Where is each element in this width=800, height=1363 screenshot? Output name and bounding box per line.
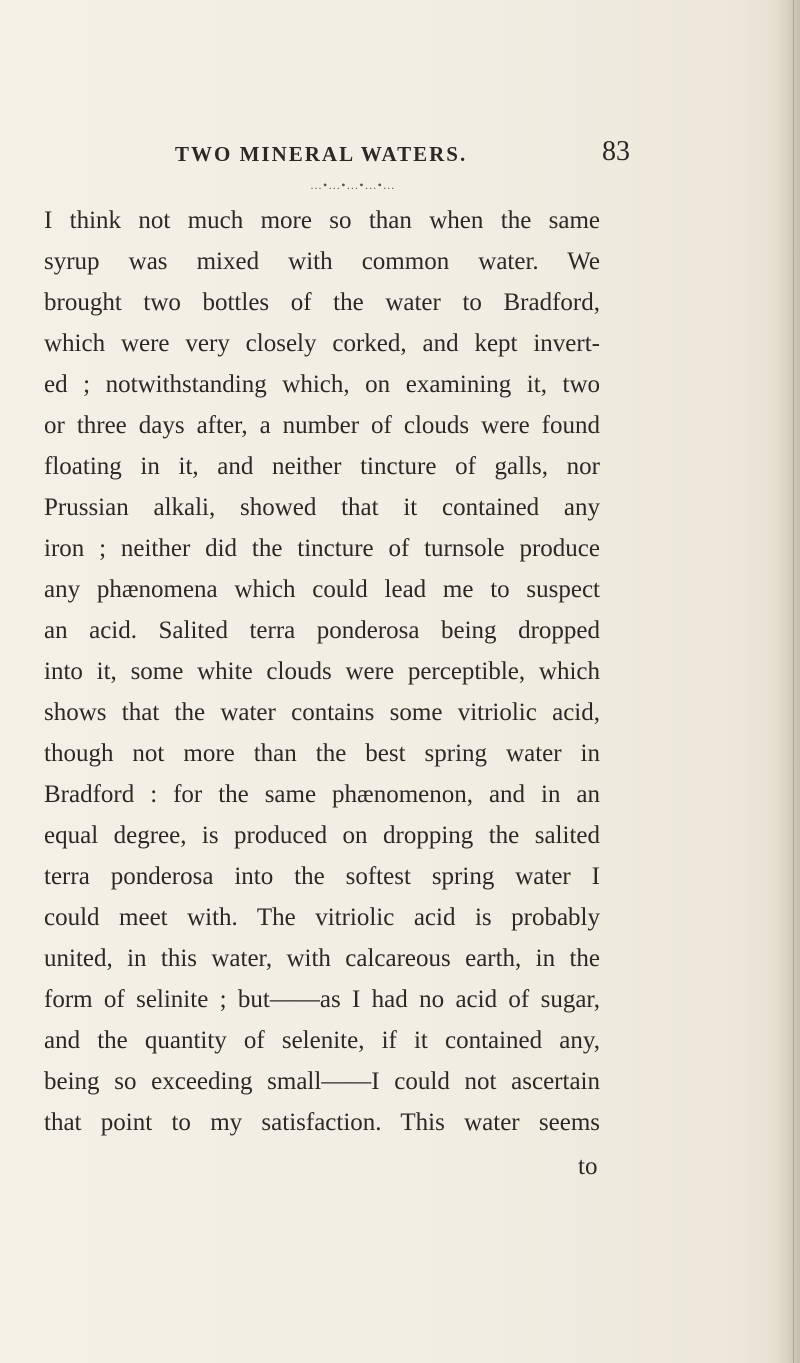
text-line: Prussian alkali, showed that it contained any	[44, 494, 600, 521]
text-line: Bradford : for the same phænomenon, and in an	[44, 781, 600, 808]
text-line: brought two bottles of the water to Bradford,	[44, 289, 600, 316]
text-line: any phænomena which could lead me to suspect	[44, 576, 600, 603]
text-line: floating in it, and neither tincture of galls, nor	[44, 453, 600, 480]
text-line: into it, some white clouds were perceptible, which	[44, 658, 600, 685]
header-ornament: …•…•…•…•…	[310, 178, 396, 192]
text-line: syrup was mixed with common water. We	[44, 248, 600, 275]
text-line: equal degree, is produced on dropping the salited	[44, 822, 600, 849]
text-line: being so exceeding small——I could not ascertain	[44, 1068, 600, 1095]
catchword: to	[578, 1153, 598, 1180]
text-line: and the quantity of selenite, if it contained any,	[44, 1027, 600, 1054]
text-line: terra ponderosa into the softest spring water I	[44, 863, 600, 890]
text-line: shows that the water contains some vitriolic acid,	[44, 699, 600, 726]
text-line: united, in this water, with calcareous earth, in the	[44, 945, 600, 972]
text-line: though not more than the best spring water in	[44, 740, 600, 767]
text-line: which were very closely corked, and kept invert-	[44, 330, 600, 357]
text-line: form of selinite ; but——as I had no acid of sugar,	[44, 986, 600, 1013]
text-line: an acid. Salited terra ponderosa being dropped	[44, 617, 600, 644]
text-line: I think not much more so than when the same	[44, 207, 600, 234]
running-head: TWO MINERAL WATERS.	[175, 142, 468, 166]
text-line: iron ; neither did the tincture of turnsole produce	[44, 535, 600, 562]
text-line: could meet with. The vitriolic acid is probably	[44, 904, 600, 931]
text-line: ed ; notwithstanding which, on examining it, two	[44, 371, 600, 398]
page-edge-line	[793, 0, 794, 1363]
body-text	[44, 200, 600, 1143]
page-edge-shadow	[774, 0, 800, 1363]
page-number: 83	[602, 136, 630, 167]
page-header	[175, 136, 630, 176]
text-line: or three days after, a number of clouds were found	[44, 412, 600, 439]
text-line: that point to my satisfaction. This water seems	[44, 1109, 600, 1136]
